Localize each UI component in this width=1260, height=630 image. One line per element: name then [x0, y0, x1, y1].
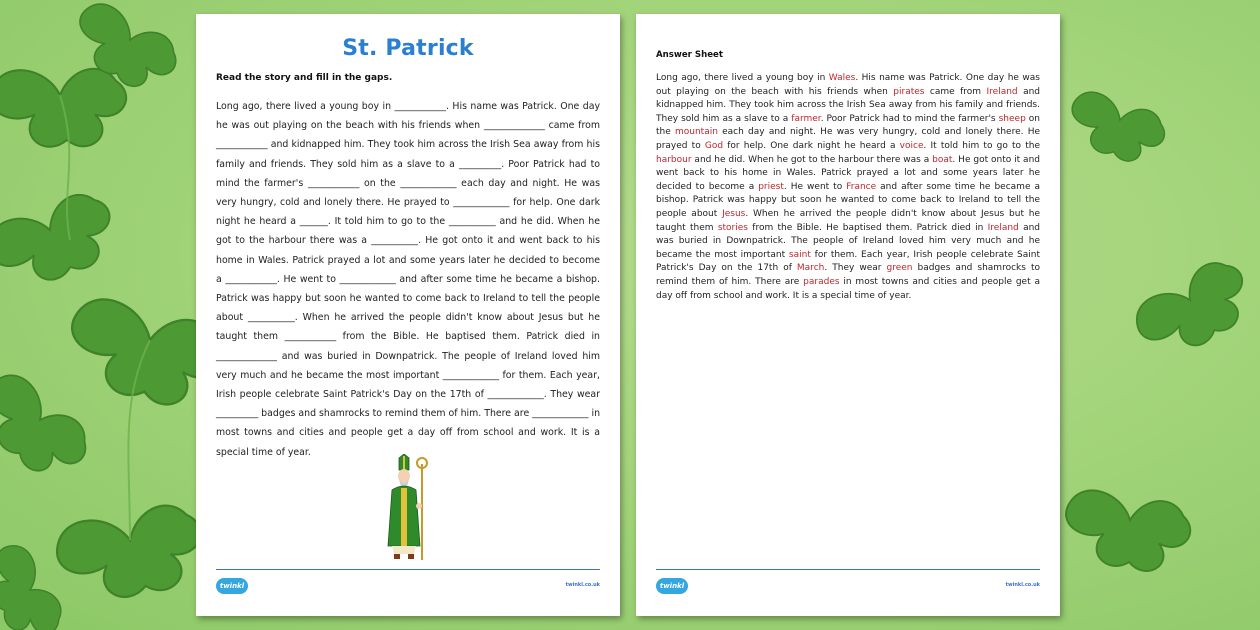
- answer-blank: _________: [216, 408, 259, 420]
- answer-word: sheep: [998, 113, 1026, 124]
- story-segment: each day and night. He was very hungry, cold and lonely there. He prayed to: [216, 177, 600, 209]
- answer-blank: ___________: [216, 139, 268, 151]
- footer-rule: [656, 569, 1040, 570]
- answer-blank: _________: [459, 158, 502, 170]
- shamrock-icon: [1058, 485, 1194, 578]
- story-segment: badges and shamrocks to remind them of him. There are: [258, 408, 533, 420]
- answer-blank: __________: [371, 235, 419, 247]
- story-segment: from the Bible. He baptised them. Patrick died in: [336, 331, 600, 343]
- answer-blank: __________: [448, 216, 496, 228]
- story-segment: . He went to: [276, 273, 340, 285]
- answer-segment: and he did. When he got to the harbour there was a: [691, 154, 933, 165]
- answer-word: France: [846, 181, 877, 192]
- answer-blank: ____________: [453, 197, 510, 209]
- answer-segment: . When he arrived the people didn't know about Jesus but he taught them: [656, 208, 1041, 233]
- answer-word: Ireland: [987, 222, 1019, 233]
- answer-blank: ___________: [394, 101, 447, 112]
- story-segment: and kidnapped him. They took him across the Irish Sea away from his family and friends. They sold him as a slave to a: [216, 139, 600, 170]
- story-segment: . When he arrived the people didn't know about Jesus but he taught them: [216, 312, 600, 343]
- answer-segment: . It told him to go to the: [923, 140, 1040, 151]
- answer-blank: ____________: [339, 273, 396, 285]
- answer-segment: each day and night. He was very hungry, cold and lonely there. He prayed to: [656, 127, 1040, 151]
- answer-sheet-heading: Answer Sheet: [656, 50, 723, 60]
- twinkl-logo: twinkl: [216, 578, 248, 594]
- answer-word: boat: [932, 154, 953, 165]
- story-segment: for help. One dark night he heard a: [216, 197, 601, 228]
- answer-word: Jesus: [722, 208, 746, 219]
- answer-blank: _____________: [483, 120, 545, 132]
- answer-segment: in most towns and cities and people get a day off from school and work. It is a special time of year.: [656, 276, 1040, 301]
- story-segment: for them. Each year, Irish people celebrate Saint Patrick's Day on the 17th of: [216, 369, 600, 401]
- shamrock-icon: [1061, 85, 1171, 170]
- answer-blank: ___________: [307, 177, 360, 189]
- answer-sheet-page: [636, 14, 1060, 616]
- shamrock-icon: [1127, 252, 1260, 368]
- answer-blank: _____________: [216, 350, 277, 362]
- worksheet-instructions: Read the story and fill in the gaps.: [216, 73, 393, 83]
- answer-segment: and after some time he became a bishop. Patrick was happy but soon he wanted to come back to Ireland to tell the people about: [656, 181, 1040, 219]
- answer-blank: ____________: [487, 389, 544, 401]
- answer-segment: . Poor Patrick had to mind the farmer's: [820, 113, 999, 124]
- answer-segment: Long ago, there lived a young boy in: [656, 73, 829, 83]
- site-url: twinkl.co.uk: [1005, 582, 1040, 588]
- story-segment: and was buried in Downpatrick. The people of Ireland loved him very much and he became the most important: [216, 350, 600, 381]
- answer-word: mountain: [674, 127, 718, 138]
- shamrock-icon: [0, 186, 124, 297]
- story-segment: came from: [544, 120, 600, 132]
- answer-segment: . His name was Patrick. One day he was out playing on the beach with his friends when: [656, 73, 1040, 97]
- answer-word: stories: [717, 222, 748, 233]
- shamrock-icon: [0, 365, 98, 491]
- answer-segment: . He got onto it and went back to his home in Wales. Patrick prayed a lot and some years later he decided to become a: [656, 154, 1040, 192]
- story-segment: . Poor Patrick had to mind the farmer's: [216, 158, 600, 189]
- shamrock-icon: [52, 500, 209, 607]
- story-segment: Long ago, there lived a young boy in: [216, 101, 395, 112]
- answer-word: saint: [788, 249, 811, 260]
- answer-word: parades: [803, 276, 840, 287]
- answer-word: God: [704, 140, 724, 151]
- footer-rule: [216, 569, 600, 570]
- answer-segment: came from: [924, 86, 987, 97]
- answer-word: Ireland: [986, 86, 1018, 97]
- answer-segment: . He went to: [783, 181, 847, 192]
- answer-segment: and was buried in Downpatrick. The people of Ireland loved him very much and he became the most important: [656, 222, 1041, 260]
- twinkl-logo: twinkl: [656, 578, 688, 594]
- story-segment: . It told him to go to the: [327, 216, 449, 228]
- answer-word: harbour: [656, 154, 692, 165]
- answer-word: pirates: [893, 86, 925, 97]
- answer-blank: ____________: [532, 408, 589, 420]
- answer-blank: __________: [247, 312, 295, 324]
- answer-word: voice: [899, 140, 924, 151]
- worksheet-page: [196, 14, 620, 616]
- answer-blank: ____________: [442, 369, 500, 381]
- story-segment: . He got onto it and went back to his home in Wales. Patrick prayed a lot and some years later he decided to become a: [216, 235, 600, 285]
- answer-word: farmer: [791, 113, 821, 124]
- answer-word: priest: [758, 181, 784, 192]
- answer-blank: ____________: [400, 177, 457, 189]
- answer-segment: for help. One dark night he heard a: [723, 140, 900, 151]
- answer-word: March: [796, 263, 825, 274]
- worksheet-title: St. Patrick: [342, 36, 474, 61]
- answer-word: green: [886, 263, 913, 274]
- bishop-illustration: [384, 454, 432, 564]
- answer-blank: ___________: [284, 331, 337, 343]
- story-segment: on the: [359, 177, 401, 189]
- story-text: [216, 97, 600, 462]
- answer-blank: ___________: [225, 273, 277, 285]
- answer-text: [656, 72, 1040, 303]
- answer-blank: ______: [299, 216, 328, 228]
- story-segment: . His name was Patrick. One day he was out playing on the beach with his friends when: [216, 101, 600, 132]
- story-segment: in most towns and cities and people get a day off from school and work. It is a special time of year.: [216, 408, 601, 458]
- answer-segment: for them. Each year, Irish people celebrate Saint Patrick's Day on the 17th of: [656, 249, 1041, 274]
- story-segment: and after some time he became a bishop. Patrick was happy but soon he wanted to come back to Ireland to tell the people about: [216, 273, 600, 324]
- answer-word: Wales: [828, 73, 856, 83]
- answer-segment: and kidnapped him. They took him across the Irish Sea away from his family and friends. They sold him as a slave to a: [656, 86, 1041, 124]
- answer-segment: on the: [656, 113, 1041, 138]
- site-url: twinkl.co.uk: [565, 582, 600, 588]
- story-segment: . They wear: [543, 389, 600, 401]
- answer-segment: from the Bible. He baptised them. Patrick died in: [747, 222, 988, 233]
- answer-segment: . They wear: [824, 263, 887, 274]
- answer-segment: badges and shamrocks to remind them of him. There are: [656, 263, 1040, 287]
- story-segment: and he did. When he got to the harbour there was a: [216, 216, 600, 247]
